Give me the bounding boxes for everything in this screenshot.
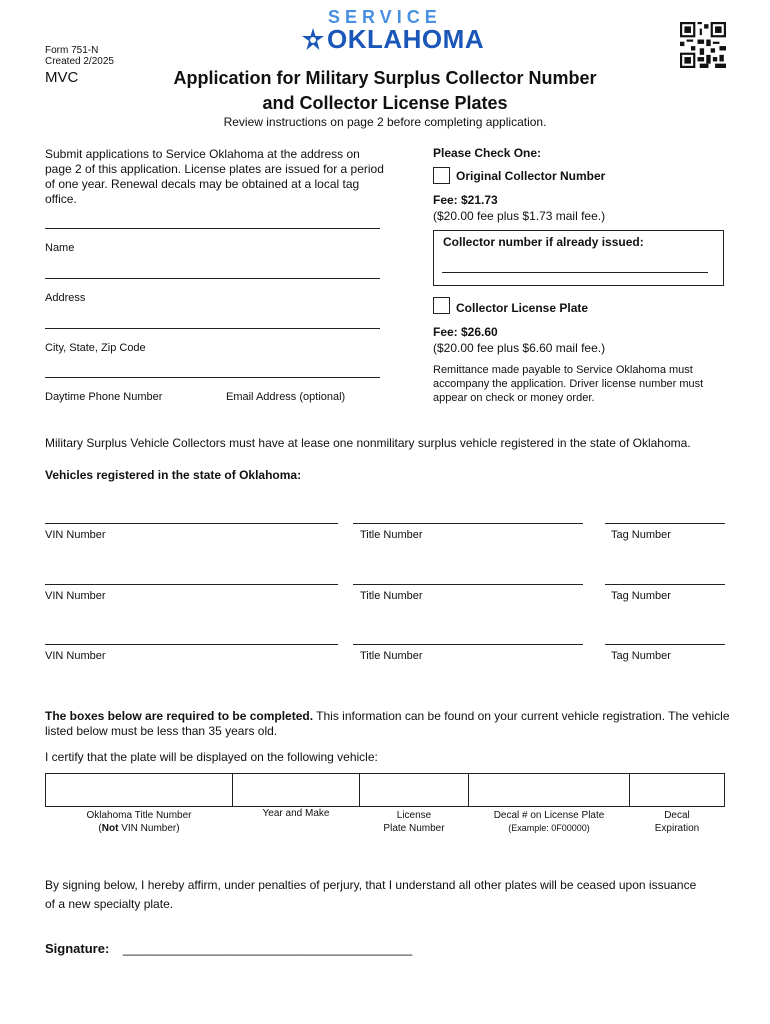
address-field[interactable] [45,278,380,279]
vin-label: VIN Number [45,650,106,662]
title-number-field[interactable] [353,584,583,585]
required-note-bold: The boxes below are required to be completed. [45,709,314,723]
decal-expiration-caption-line2: Expiration [654,823,700,834]
original-fee: Fee: $21.73 [433,193,498,207]
page-subtitle: Review instructions on page 2 before completing application. [223,115,547,129]
original-collector-checkbox[interactable] [433,167,450,184]
original-fee-detail: ($20.00 fee plus $1.73 mail fee.) [433,209,606,223]
paren-open: ( [98,823,102,834]
tag-number-field[interactable] [605,523,725,524]
vin-field[interactable] [45,644,338,645]
signature-label: Signature: [45,941,110,956]
decal-expiration-caption [629,809,725,835]
collector-plate-checkbox[interactable] [433,297,450,314]
phone-label: Daytime Phone Number [45,391,163,403]
tag-number-label: Tag Number [611,650,671,662]
email-label: Email Address (optional) [226,391,346,403]
intro-text: Submit applications to Service Oklahoma at the address on page 2 of this application. License plates are issued for a period of one year. Renewal decals may be obtained at a local tag office. [45,147,384,206]
collector-number-label: Collector number if already issued: [443,235,644,249]
certify-text: I certify that the plate will be displayed on the following vehicle: [45,750,378,764]
form-created-date: Created 2/2025 [45,56,114,67]
decal-number-caption-line2: (Example: 0F00000) [508,823,590,833]
original-collector-label: Original Collector Number [456,169,606,183]
license-plate-caption [359,809,469,835]
title-number-caption-line2 [45,822,233,835]
year-make-caption: Year and Make [262,808,330,819]
tag-number-label: Tag Number [611,590,671,602]
collector-plate-label: Collector License Plate [456,301,589,315]
decal-number-caption-line1: Decal # on License Plate [493,810,605,821]
city-state-zip-field[interactable] [45,328,380,329]
decal-number-box[interactable] [468,773,630,807]
city-state-zip-label: City, State, Zip Code [45,342,146,354]
collector-number-field[interactable] [442,272,708,273]
affirmation-text: By signing below, I hereby affirm, under penalties of perjury, that I understand all other plates will be ceased upon issuance of a new specialty plate. [45,878,697,911]
license-plate-caption-line2: Plate Number [383,823,445,834]
vehicles-heading: Vehicles registered in the state of Oklahoma: [45,468,302,482]
tag-number-label: Tag Number [611,529,671,541]
not-emphasis: Not [101,823,119,834]
form-number: Form 751-N [45,45,99,56]
license-plate-caption-line1: License [396,810,432,821]
decal-expiration-caption-line1: Decal [664,810,690,821]
title-number-field[interactable] [353,644,583,645]
check-one-heading: Please Check One: [433,146,542,160]
vin-field[interactable] [45,523,338,524]
plate-fee-detail: ($20.00 fee plus $6.60 mail fee.) [433,341,606,355]
remittance-note: Remittance made payable to Service Oklahoma must accompany the application. Driver license number must appear on check or money order. [433,364,704,404]
title-number-caption [45,809,233,835]
vin-field[interactable] [45,584,338,585]
name-label: Name [45,242,75,254]
signature-field[interactable]: ________________________________________ [123,941,413,956]
logo-service-text: SERVICE [328,7,442,27]
star-emblem-icon [300,27,326,53]
title-number-label: Title Number [360,590,423,602]
department-code: MVC [45,69,79,86]
logo-oklahoma-text: OKLAHOMA [327,24,485,54]
tag-number-field[interactable] [605,584,725,585]
phone-field[interactable] [45,377,215,378]
decal-number-caption [468,809,630,835]
title-number-field[interactable] [353,523,583,524]
tag-number-field[interactable] [605,644,725,645]
page-title-line1: Application for Military Surplus Collector Number [173,68,597,88]
license-plate-box[interactable] [359,773,469,807]
name-field[interactable] [45,228,380,229]
vin-label: VIN Number [45,529,106,541]
title-number-label: Title Number [360,650,423,662]
requirement-text: Military Surplus Vehicle Collectors must have at lease one nonmilitary surplus vehicle registered in the state of Oklahoma. [45,436,691,450]
title-number-label: Title Number [360,529,423,541]
required-note-rest: This information can be found on your current vehicle registration. The vehicle listed below must be less than 35 years old. [45,709,730,738]
page-title-line2: and Collector License Plates [262,93,508,113]
title-number-box[interactable] [45,773,233,807]
collector-number-box [433,230,724,286]
plate-fee: Fee: $26.60 [433,325,498,339]
title-number-caption-rest: VIN Number) [118,823,180,834]
title-number-caption-line1: Oklahoma Title Number [86,810,192,821]
qr-code-icon [680,22,726,68]
vin-label: VIN Number [45,590,106,602]
address-label: Address [45,292,86,304]
year-make-box[interactable] [232,773,360,807]
email-field[interactable] [215,377,380,378]
required-note [45,709,730,739]
decal-expiration-box[interactable] [629,773,725,807]
